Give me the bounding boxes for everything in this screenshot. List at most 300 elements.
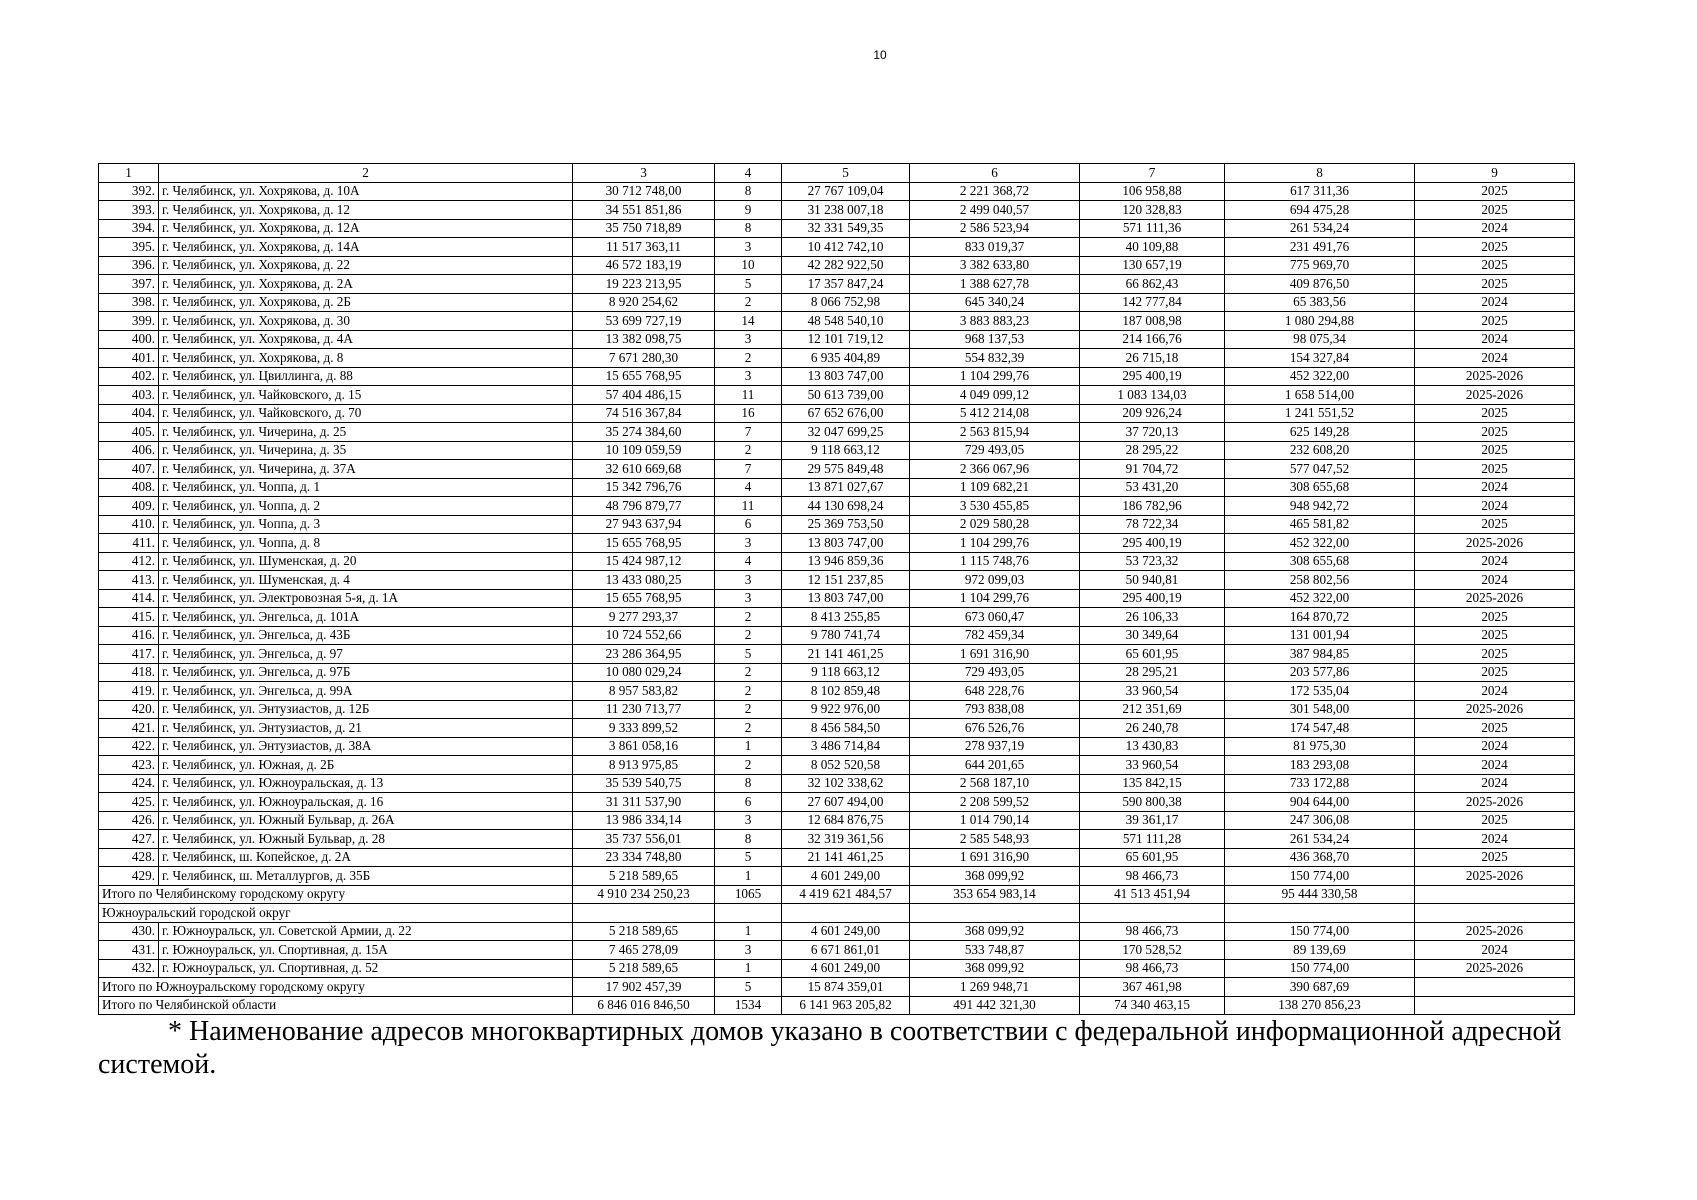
cell-c8: 625 149,28 — [1225, 423, 1415, 442]
cell-c6: 3 382 633,80 — [910, 256, 1080, 275]
cell-c4: 1 — [715, 959, 782, 978]
cell-c8: 150 774,00 — [1225, 959, 1415, 978]
cell-c9: 2025-2026 — [1415, 367, 1575, 386]
total-c6: 491 442 321,30 — [910, 996, 1080, 1015]
cell-c4: 11 — [715, 386, 782, 405]
cell-addr: г. Челябинск, ул. Чичерина, д. 37А — [159, 460, 573, 479]
cell-c4: 8 — [715, 182, 782, 201]
cell-c5: 4 601 249,00 — [782, 959, 910, 978]
empty-cell — [573, 904, 715, 923]
cell-c8: 904 644,00 — [1225, 793, 1415, 812]
header-cell: 6 — [910, 164, 1080, 183]
cell-c8: 174 547,48 — [1225, 719, 1415, 738]
cell-n: 422. — [99, 737, 159, 756]
table-row — [99, 867, 1575, 886]
table-row — [99, 848, 1575, 867]
table-row — [99, 608, 1575, 627]
cell-addr: г. Челябинск, ул. Чоппа, д. 3 — [159, 515, 573, 534]
cell-c8: 261 534,24 — [1225, 830, 1415, 849]
cell-c9: 2025 — [1415, 201, 1575, 220]
cell-c5: 27 767 109,04 — [782, 182, 910, 201]
cell-c9: 2024 — [1415, 293, 1575, 312]
cell-c4: 8 — [715, 774, 782, 793]
cell-c3: 13 382 098,75 — [573, 330, 715, 349]
cell-addr: г. Челябинск, ул. Хохрякова, д. 22 — [159, 256, 573, 275]
cell-c7: 130 657,19 — [1080, 256, 1225, 275]
cell-c5: 4 601 249,00 — [782, 922, 910, 941]
cell-c3: 34 551 851,86 — [573, 201, 715, 220]
cell-c3: 10 080 029,24 — [573, 663, 715, 682]
cell-c9: 2025 — [1415, 626, 1575, 645]
cell-c8: 387 984,85 — [1225, 645, 1415, 664]
cell-addr: г. Челябинск, ул. Хохрякова, д. 10А — [159, 182, 573, 201]
cell-addr: г. Челябинск, ш. Копейское, д. 2А — [159, 848, 573, 867]
cell-c5: 42 282 922,50 — [782, 256, 910, 275]
cell-c8: 154 327,84 — [1225, 349, 1415, 368]
cell-addr: г. Челябинск, ул. Хохрякова, д. 8 — [159, 349, 573, 368]
cell-c8: 231 491,76 — [1225, 238, 1415, 257]
cell-c3: 5 218 589,65 — [573, 922, 715, 941]
cell-n: 400. — [99, 330, 159, 349]
cell-c3: 53 699 727,19 — [573, 312, 715, 331]
table-row — [99, 497, 1575, 516]
table-row — [99, 182, 1575, 201]
table-row — [99, 330, 1575, 349]
cell-c7: 53 431,20 — [1080, 478, 1225, 497]
total-c4: 1065 — [715, 885, 782, 904]
cell-c8: 452 322,00 — [1225, 534, 1415, 553]
table-row — [99, 441, 1575, 460]
cell-c5: 29 575 849,48 — [782, 460, 910, 479]
cell-c7: 65 601,95 — [1080, 645, 1225, 664]
cell-c5: 32 102 338,62 — [782, 774, 910, 793]
cell-c4: 1 — [715, 922, 782, 941]
cell-c6: 972 099,03 — [910, 571, 1080, 590]
cell-n: 408. — [99, 478, 159, 497]
cell-addr: г. Челябинск, ул. Хохрякова, д. 2А — [159, 275, 573, 294]
cell-c9: 2025-2026 — [1415, 700, 1575, 719]
cell-c6: 2 499 040,57 — [910, 201, 1080, 220]
header-cell: 2 — [159, 164, 573, 183]
cell-n: 404. — [99, 404, 159, 423]
cell-c9: 2025-2026 — [1415, 793, 1575, 812]
cell-c3: 35 539 540,75 — [573, 774, 715, 793]
cell-c8: 617 311,36 — [1225, 182, 1415, 201]
total-c8: 95 444 330,58 — [1225, 885, 1415, 904]
cell-c3: 35 737 556,01 — [573, 830, 715, 849]
cell-c5: 9 118 663,12 — [782, 663, 910, 682]
cell-c4: 2 — [715, 441, 782, 460]
table-row — [99, 626, 1575, 645]
cell-c4: 4 — [715, 478, 782, 497]
cell-c6: 673 060,47 — [910, 608, 1080, 627]
cell-addr: г. Челябинск, ул. Хохрякова, д. 12 — [159, 201, 573, 220]
cell-c9: 2025 — [1415, 608, 1575, 627]
cell-c7: 28 295,21 — [1080, 663, 1225, 682]
cell-n: 421. — [99, 719, 159, 738]
cell-n: 402. — [99, 367, 159, 386]
cell-c6: 533 748,87 — [910, 941, 1080, 960]
cell-c9: 2025 — [1415, 182, 1575, 201]
cell-addr: г. Челябинск, ул. Энгельса, д. 43Б — [159, 626, 573, 645]
cell-c9: 2024 — [1415, 497, 1575, 516]
cell-c5: 9 118 663,12 — [782, 441, 910, 460]
table-row — [99, 478, 1575, 497]
cell-c5: 17 357 847,24 — [782, 275, 910, 294]
cell-c3: 23 334 748,80 — [573, 848, 715, 867]
cell-addr: г. Челябинск, ул. Энгельса, д. 97Б — [159, 663, 573, 682]
cell-addr: г. Челябинск, ул. Энгельса, д. 99А — [159, 682, 573, 701]
cell-c3: 15 424 987,12 — [573, 552, 715, 571]
empty-cell — [1225, 904, 1415, 923]
cell-c7: 13 430,83 — [1080, 737, 1225, 756]
cell-n: 410. — [99, 515, 159, 534]
cell-c4: 3 — [715, 330, 782, 349]
cell-c7: 120 328,83 — [1080, 201, 1225, 220]
cell-n: 401. — [99, 349, 159, 368]
cell-n: 415. — [99, 608, 159, 627]
cell-addr: г. Челябинск, ул. Шуменская, д. 4 — [159, 571, 573, 590]
cell-addr: г. Челябинск, ул. Хохрякова, д. 30 — [159, 312, 573, 331]
cell-c9: 2024 — [1415, 571, 1575, 590]
cell-c9: 2025 — [1415, 256, 1575, 275]
cell-c5: 67 652 676,00 — [782, 404, 910, 423]
table-row — [99, 293, 1575, 312]
cell-c6: 676 526,76 — [910, 719, 1080, 738]
total-c4: 5 — [715, 978, 782, 997]
cell-c9: 2024 — [1415, 330, 1575, 349]
cell-c4: 6 — [715, 515, 782, 534]
cell-addr: г. Челябинск, ул. Чичерина, д. 35 — [159, 441, 573, 460]
table-row — [99, 737, 1575, 756]
cell-n: 397. — [99, 275, 159, 294]
cell-c9: 2025 — [1415, 238, 1575, 257]
cell-c5: 8 413 255,85 — [782, 608, 910, 627]
cell-c6: 1 691 316,90 — [910, 848, 1080, 867]
cell-c3: 9 333 899,52 — [573, 719, 715, 738]
cell-c8: 436 368,70 — [1225, 848, 1415, 867]
table-row — [99, 201, 1575, 220]
header-cell: 8 — [1225, 164, 1415, 183]
cell-addr: г. Челябинск, ул. Чоппа, д. 1 — [159, 478, 573, 497]
cell-n: 395. — [99, 238, 159, 257]
cell-c6: 644 201,65 — [910, 756, 1080, 775]
cell-c9: 2025 — [1415, 441, 1575, 460]
cell-c8: 452 322,00 — [1225, 367, 1415, 386]
cell-c8: 301 548,00 — [1225, 700, 1415, 719]
cell-c7: 106 958,88 — [1080, 182, 1225, 201]
cell-c6: 793 838,08 — [910, 700, 1080, 719]
cell-c6: 4 049 099,12 — [910, 386, 1080, 405]
cell-c9: 2025-2026 — [1415, 922, 1575, 941]
cell-n: 420. — [99, 700, 159, 719]
cell-addr: г. Челябинск, ул. Энгельса, д. 97 — [159, 645, 573, 664]
cell-c3: 7 465 278,09 — [573, 941, 715, 960]
cell-n: 428. — [99, 848, 159, 867]
cell-c8: 258 802,56 — [1225, 571, 1415, 590]
cell-c9: 2024 — [1415, 830, 1575, 849]
cell-addr: г. Челябинск, ул. Цвиллинга, д. 88 — [159, 367, 573, 386]
cell-c6: 729 493,05 — [910, 663, 1080, 682]
cell-addr: г. Челябинск, ул. Энтузиастов, д. 12Б — [159, 700, 573, 719]
table-row — [99, 404, 1575, 423]
cell-c3: 13 433 080,25 — [573, 571, 715, 590]
cell-c3: 3 861 058,16 — [573, 737, 715, 756]
cell-c5: 8 052 520,58 — [782, 756, 910, 775]
total-c7: 41 513 451,94 — [1080, 885, 1225, 904]
cell-c5: 32 331 549,35 — [782, 219, 910, 238]
cell-c3: 30 712 748,00 — [573, 182, 715, 201]
register-table — [98, 163, 1575, 1015]
table-row — [99, 423, 1575, 442]
cell-c5: 12 101 719,12 — [782, 330, 910, 349]
cell-c7: 571 111,28 — [1080, 830, 1225, 849]
cell-c4: 2 — [715, 756, 782, 775]
cell-c4: 3 — [715, 367, 782, 386]
cell-c3: 8 957 583,82 — [573, 682, 715, 701]
cell-c9: 2025 — [1415, 312, 1575, 331]
cell-addr: г. Челябинск, ул. Южная, д. 2Б — [159, 756, 573, 775]
cell-c8: 465 581,82 — [1225, 515, 1415, 534]
cell-c3: 8 913 975,85 — [573, 756, 715, 775]
cell-c9: 2025-2026 — [1415, 867, 1575, 886]
cell-c9: 2024 — [1415, 941, 1575, 960]
cell-c8: 89 139,69 — [1225, 941, 1415, 960]
header-cell: 4 — [715, 164, 782, 183]
cell-n: 430. — [99, 922, 159, 941]
cell-addr: г. Челябинск, ул. Южноуральская, д. 16 — [159, 793, 573, 812]
cell-c5: 8 456 584,50 — [782, 719, 910, 738]
cell-addr: г. Южноуральск, ул. Спортивная, д. 52 — [159, 959, 573, 978]
cell-addr: г. Челябинск, ул. Чоппа, д. 2 — [159, 497, 573, 516]
cell-n: 413. — [99, 571, 159, 590]
total-row-region — [99, 996, 1575, 1015]
cell-c4: 2 — [715, 293, 782, 312]
table-row — [99, 663, 1575, 682]
cell-c5: 25 369 753,50 — [782, 515, 910, 534]
table-row — [99, 571, 1575, 590]
cell-addr: г. Челябинск, ул. Чичерина, д. 25 — [159, 423, 573, 442]
total-c9 — [1415, 996, 1575, 1015]
cell-c9: 2024 — [1415, 219, 1575, 238]
cell-n: 405. — [99, 423, 159, 442]
table-row — [99, 793, 1575, 812]
cell-c4: 7 — [715, 460, 782, 479]
cell-n: 431. — [99, 941, 159, 960]
cell-c3: 13 986 334,14 — [573, 811, 715, 830]
cell-c5: 32 319 361,56 — [782, 830, 910, 849]
cell-c4: 5 — [715, 275, 782, 294]
cell-c9: 2025 — [1415, 663, 1575, 682]
cell-addr: г. Челябинск, ул. Южный Бульвар, д. 26А — [159, 811, 573, 830]
total-c3: 4 910 234 250,23 — [573, 885, 715, 904]
cell-n: 424. — [99, 774, 159, 793]
cell-addr: г. Челябинск, ул. Хохрякова, д. 2Б — [159, 293, 573, 312]
cell-c5: 32 047 699,25 — [782, 423, 910, 442]
cell-c9: 2025 — [1415, 404, 1575, 423]
table-row — [99, 515, 1575, 534]
cell-c5: 4 601 249,00 — [782, 867, 910, 886]
cell-c6: 368 099,92 — [910, 959, 1080, 978]
cell-c7: 33 960,54 — [1080, 756, 1225, 775]
cell-c5: 10 412 742,10 — [782, 238, 910, 257]
cell-c8: 150 774,00 — [1225, 867, 1415, 886]
cell-c7: 91 704,72 — [1080, 460, 1225, 479]
cell-c7: 78 722,34 — [1080, 515, 1225, 534]
cell-c3: 11 230 713,77 — [573, 700, 715, 719]
cell-c6: 968 137,53 — [910, 330, 1080, 349]
cell-c3: 5 218 589,65 — [573, 959, 715, 978]
cell-addr: г. Челябинск, ул. Энтузиастов, д. 21 — [159, 719, 573, 738]
cell-addr: г. Челябинск, ул. Чоппа, д. 8 — [159, 534, 573, 553]
table-row — [99, 830, 1575, 849]
cell-c8: 81 975,30 — [1225, 737, 1415, 756]
cell-c4: 2 — [715, 700, 782, 719]
cell-c7: 33 960,54 — [1080, 682, 1225, 701]
cell-c8: 98 075,34 — [1225, 330, 1415, 349]
cell-c4: 3 — [715, 571, 782, 590]
table-row — [99, 312, 1575, 331]
table-row — [99, 700, 1575, 719]
cell-c5: 21 141 461,25 — [782, 645, 910, 664]
cell-c3: 46 572 183,19 — [573, 256, 715, 275]
total-c8: 138 270 856,23 — [1225, 996, 1415, 1015]
cell-c6: 2 563 815,94 — [910, 423, 1080, 442]
cell-c6: 3 883 883,23 — [910, 312, 1080, 331]
total-c7: 367 461,98 — [1080, 978, 1225, 997]
total-c6: 353 654 983,14 — [910, 885, 1080, 904]
cell-c8: 232 608,20 — [1225, 441, 1415, 460]
cell-c5: 9 922 976,00 — [782, 700, 910, 719]
cell-c4: 2 — [715, 349, 782, 368]
cell-c5: 27 607 494,00 — [782, 793, 910, 812]
cell-n: 398. — [99, 293, 159, 312]
cell-c3: 32 610 669,68 — [573, 460, 715, 479]
cell-addr: г. Челябинск, ул. Хохрякова, д. 12А — [159, 219, 573, 238]
cell-c7: 98 466,73 — [1080, 959, 1225, 978]
cell-c6: 2 221 368,72 — [910, 182, 1080, 201]
total-c9 — [1415, 978, 1575, 997]
cell-c3: 5 218 589,65 — [573, 867, 715, 886]
cell-c6: 2 586 523,94 — [910, 219, 1080, 238]
cell-addr: г. Южноуральск, ул. Спортивная, д. 15А — [159, 941, 573, 960]
cell-c7: 30 349,64 — [1080, 626, 1225, 645]
cell-c9: 2025-2026 — [1415, 534, 1575, 553]
cell-c7: 209 926,24 — [1080, 404, 1225, 423]
total-c5: 15 874 359,01 — [782, 978, 910, 997]
total-row-south — [99, 978, 1575, 997]
cell-c5: 13 803 747,00 — [782, 589, 910, 608]
empty-cell — [910, 904, 1080, 923]
empty-cell — [782, 904, 910, 923]
cell-c3: 27 943 637,94 — [573, 515, 715, 534]
cell-c5: 21 141 461,25 — [782, 848, 910, 867]
cell-c8: 948 942,72 — [1225, 497, 1415, 516]
cell-c9: 2024 — [1415, 478, 1575, 497]
cell-c7: 28 295,22 — [1080, 441, 1225, 460]
table-row — [99, 756, 1575, 775]
cell-c7: 50 940,81 — [1080, 571, 1225, 590]
cell-c4: 1 — [715, 737, 782, 756]
cell-c7: 53 723,32 — [1080, 552, 1225, 571]
cell-c8: 775 969,70 — [1225, 256, 1415, 275]
cell-c6: 1 104 299,76 — [910, 367, 1080, 386]
cell-c5: 12 151 237,85 — [782, 571, 910, 590]
cell-c5: 13 946 859,36 — [782, 552, 910, 571]
cell-n: 406. — [99, 441, 159, 460]
cell-c5: 50 613 739,00 — [782, 386, 910, 405]
cell-c7: 1 083 134,03 — [1080, 386, 1225, 405]
cell-c9: 2025 — [1415, 811, 1575, 830]
cell-n: 396. — [99, 256, 159, 275]
cell-c5: 8 102 859,48 — [782, 682, 910, 701]
cell-c9: 2025-2026 — [1415, 386, 1575, 405]
table-row — [99, 959, 1575, 978]
cell-n: 409. — [99, 497, 159, 516]
cell-c7: 295 400,19 — [1080, 367, 1225, 386]
table-row — [99, 534, 1575, 553]
total-c5: 6 141 963 205,82 — [782, 996, 910, 1015]
section-label: Южноуральский городской округ — [99, 904, 573, 923]
cell-c3: 35 750 718,89 — [573, 219, 715, 238]
total-c3: 6 846 016 846,50 — [573, 996, 715, 1015]
cell-c4: 3 — [715, 589, 782, 608]
total-c3: 17 902 457,39 — [573, 978, 715, 997]
table-row — [99, 275, 1575, 294]
table-row — [99, 552, 1575, 571]
table-body — [99, 164, 1575, 1015]
cell-c4: 1 — [715, 867, 782, 886]
table-row — [99, 460, 1575, 479]
cell-c9: 2024 — [1415, 682, 1575, 701]
header-cell: 1 — [99, 164, 159, 183]
cell-c5: 48 548 540,10 — [782, 312, 910, 331]
cell-c6: 1 388 627,78 — [910, 275, 1080, 294]
cell-c3: 10 724 552,66 — [573, 626, 715, 645]
cell-c8: 452 322,00 — [1225, 589, 1415, 608]
cell-c7: 142 777,84 — [1080, 293, 1225, 312]
cell-c6: 368 099,92 — [910, 922, 1080, 941]
cell-c5: 13 803 747,00 — [782, 367, 910, 386]
total-row-chelyabinsk — [99, 885, 1575, 904]
cell-c9: 2025 — [1415, 848, 1575, 867]
cell-c4: 3 — [715, 534, 782, 553]
cell-c4: 9 — [715, 201, 782, 220]
table-row — [99, 682, 1575, 701]
cell-c6: 1 014 790,14 — [910, 811, 1080, 830]
cell-c3: 9 277 293,37 — [573, 608, 715, 627]
cell-c7: 186 782,96 — [1080, 497, 1225, 516]
cell-c6: 2 029 580,28 — [910, 515, 1080, 534]
cell-c6: 1 691 316,90 — [910, 645, 1080, 664]
cell-c3: 19 223 213,95 — [573, 275, 715, 294]
cell-n: 393. — [99, 201, 159, 220]
cell-c7: 295 400,19 — [1080, 534, 1225, 553]
cell-c4: 16 — [715, 404, 782, 423]
cell-c6: 1 104 299,76 — [910, 534, 1080, 553]
cell-c8: 733 172,88 — [1225, 774, 1415, 793]
cell-c3: 7 671 280,30 — [573, 349, 715, 368]
cell-c4: 7 — [715, 423, 782, 442]
cell-c8: 164 870,72 — [1225, 608, 1415, 627]
cell-c9: 2024 — [1415, 349, 1575, 368]
cell-c8: 65 383,56 — [1225, 293, 1415, 312]
cell-c6: 2 208 599,52 — [910, 793, 1080, 812]
cell-c7: 571 111,36 — [1080, 219, 1225, 238]
cell-c3: 11 517 363,11 — [573, 238, 715, 257]
cell-c7: 170 528,52 — [1080, 941, 1225, 960]
header-cell: 3 — [573, 164, 715, 183]
